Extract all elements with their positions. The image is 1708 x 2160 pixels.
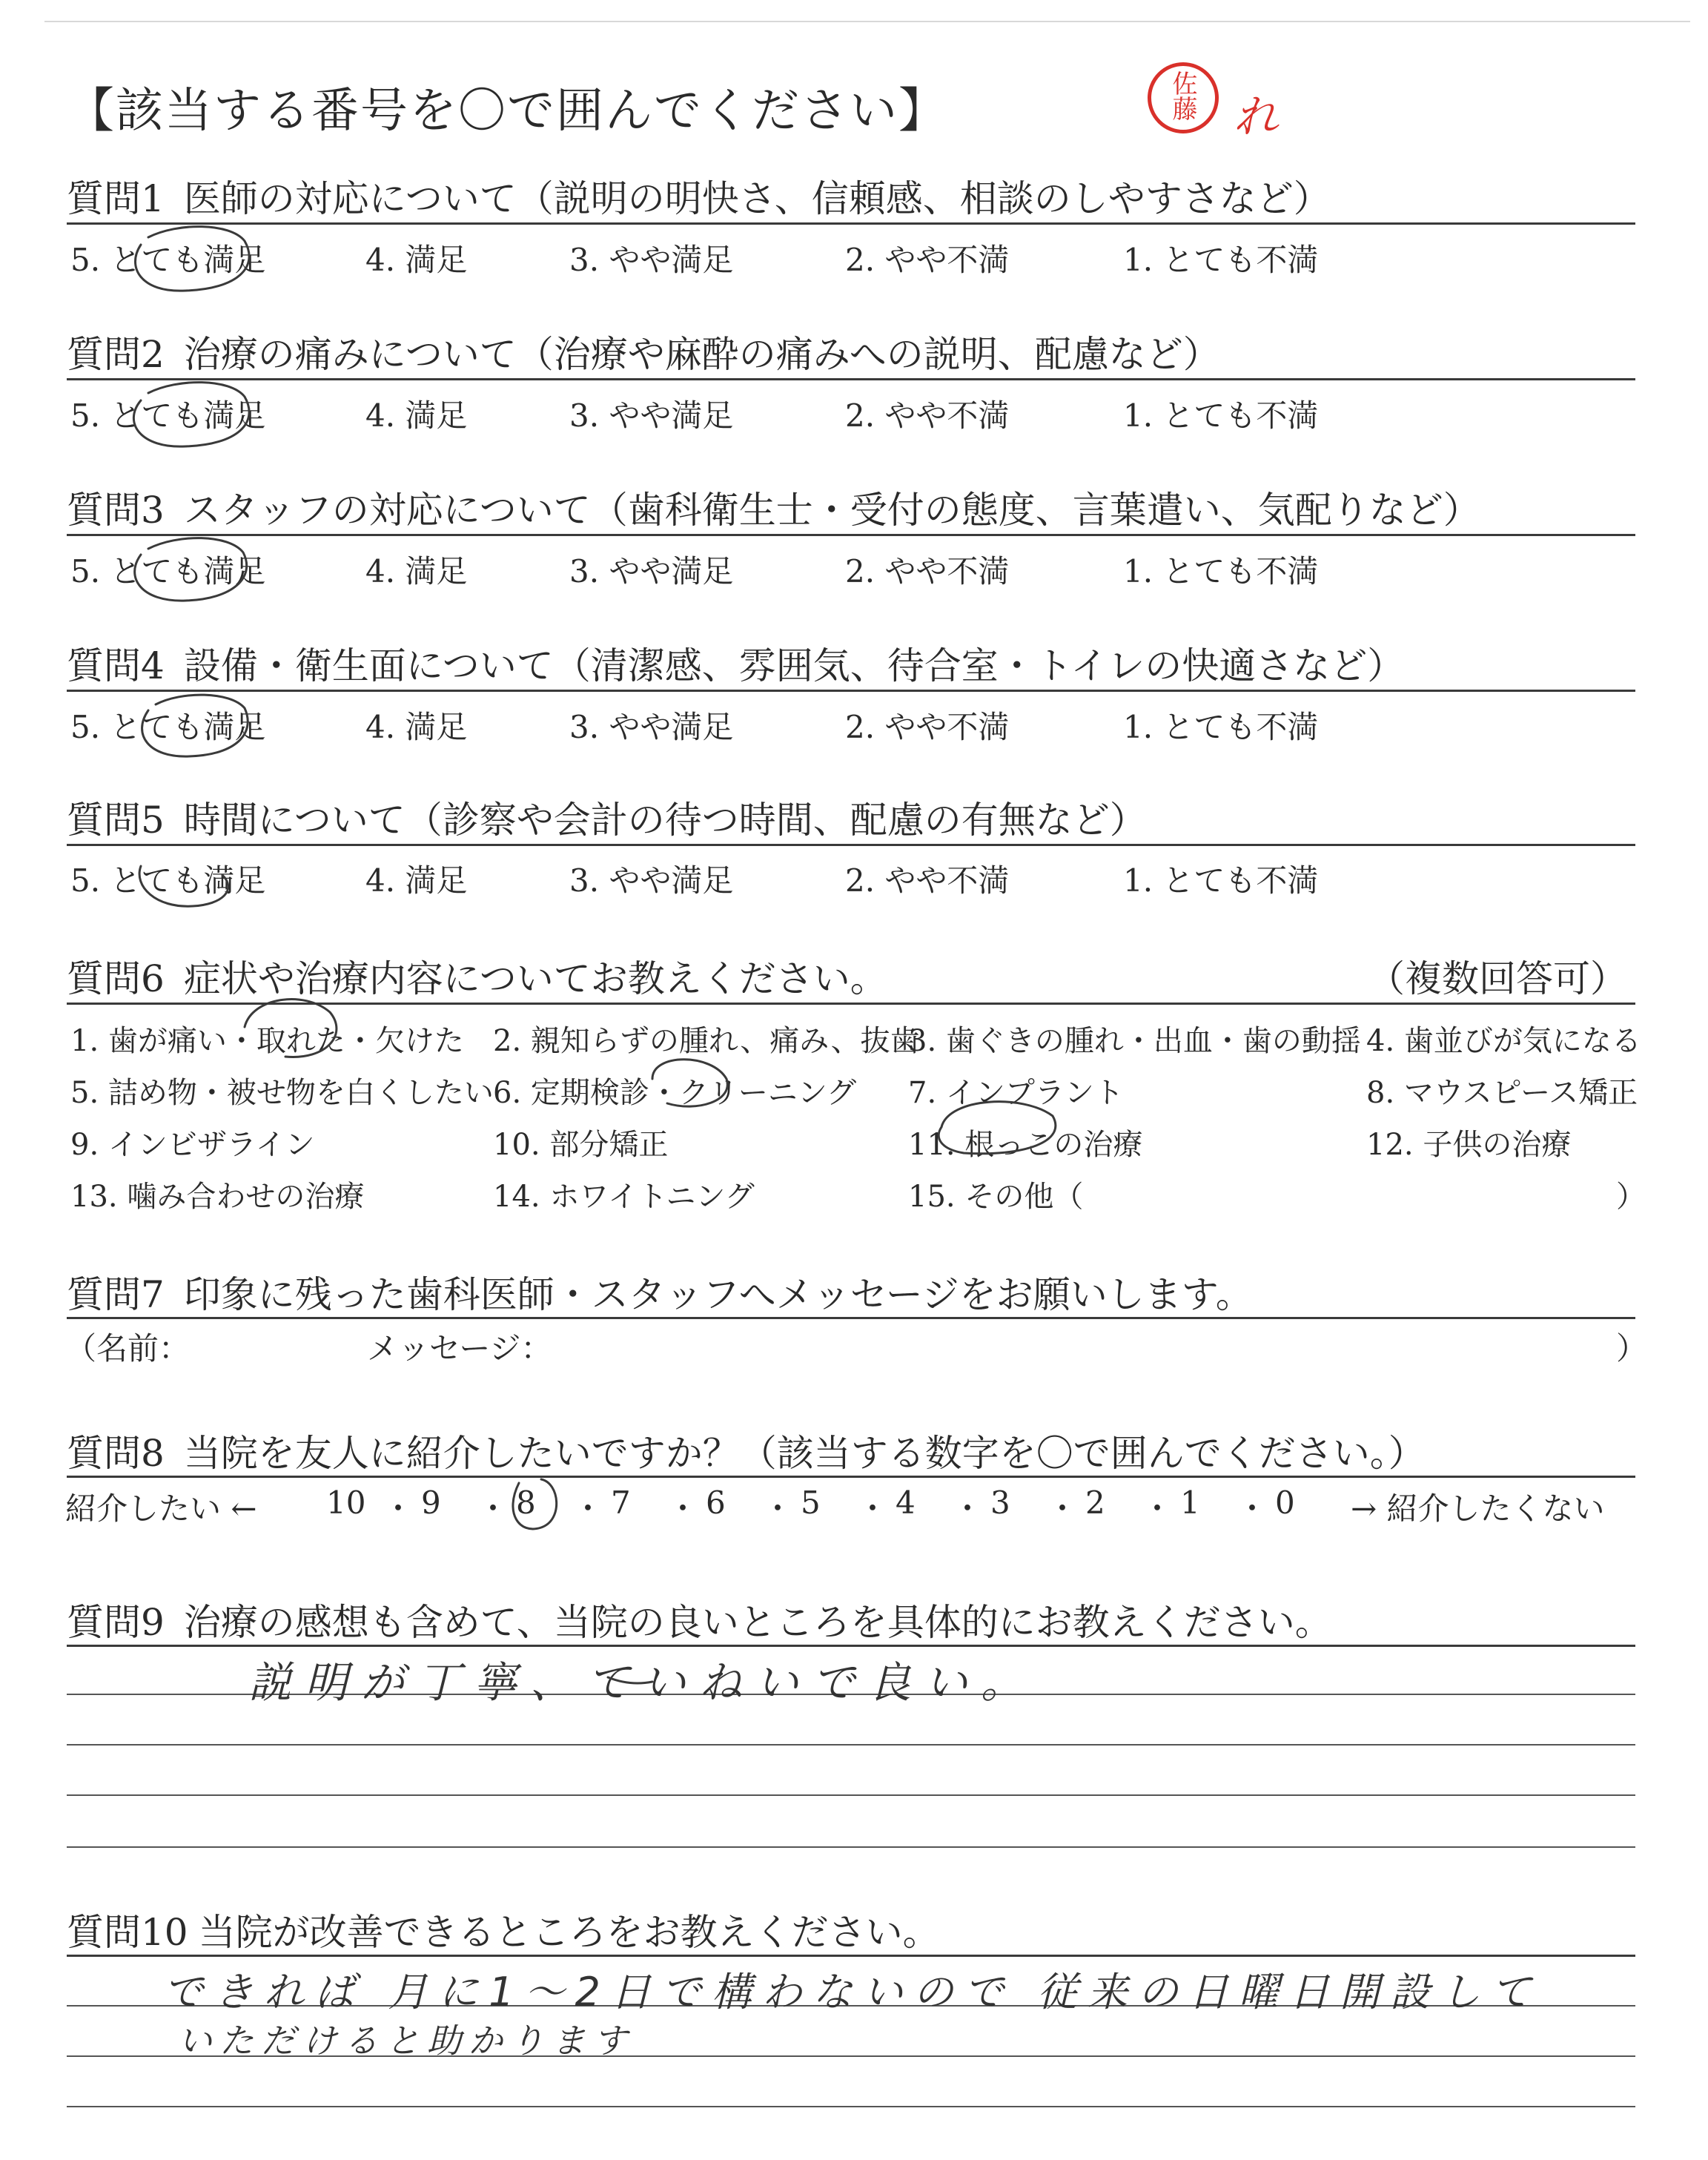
q8-scale-separator: ・ [952, 1490, 984, 1527]
q6-option-11[interactable]: 11. 根っこの治療 [908, 1128, 1143, 1162]
q5-option-3[interactable]: 3. やや満足 [569, 862, 734, 899]
q3-option-4[interactable]: 4. 満足 [365, 553, 468, 589]
question-9: 質問9 治療の感想も含めて、当院の良いところを具体的にお教えください。 [67, 1601, 1332, 1644]
q8-scale-separator: ・ [383, 1490, 414, 1527]
q3-option-3[interactable]: 3. やや満足 [569, 553, 734, 589]
question-3-rule [67, 534, 1635, 536]
q5-option-2[interactable]: 2. やや不満 [845, 862, 1010, 899]
q1-option-1[interactable]: 1. とても不満 [1123, 242, 1319, 278]
q6-option-12[interactable]: 12. 子供の治療 [1366, 1128, 1572, 1162]
q4-option-1[interactable]: 1. とても不満 [1123, 709, 1319, 745]
q6-option-7[interactable]: 7. インプラント [908, 1076, 1124, 1110]
q9-line-4 [67, 1846, 1635, 1848]
q1-option-4[interactable]: 4. 満足 [365, 242, 468, 278]
q8-scale-6[interactable]: 6 [706, 1484, 726, 1521]
q1-option-5[interactable]: 5. とても満足 [70, 242, 266, 278]
q6-option-1[interactable]: 1. 歯が痛い・取れた・欠けた [70, 1024, 464, 1058]
q5-option-5[interactable]: 5. とても満足 [70, 862, 266, 899]
q6-option-8[interactable]: 8. マウスピース矯正 [1366, 1076, 1638, 1110]
question-1: 質問1 医師の対応について（説明の明快さ、信頼感、相談のしやすさなど） [67, 177, 1331, 220]
question-3: 質問3 スタッフの対応について（歯科衛生士・受付の態度、言葉遣い、気配りなど） [67, 489, 1480, 532]
q5-option-4[interactable]: 4. 満足 [365, 862, 468, 899]
question-10: 質問10 当院が改善できるところをお教えください。 [67, 1911, 940, 1954]
q6-option-4[interactable]: 4. 歯並びが気になる [1366, 1024, 1641, 1058]
q2-option-1[interactable]: 1. とても不満 [1123, 397, 1319, 434]
q6-option-3[interactable]: 3. 歯ぐきの腫れ・出血・歯の動揺 [908, 1024, 1361, 1058]
question-6-rule [67, 1003, 1635, 1005]
question-5-rule [67, 844, 1635, 846]
q8-scale-separator: ・ [667, 1490, 699, 1527]
q6-option-13[interactable]: 13. 噛み合わせの治療 [70, 1180, 365, 1214]
page-title: 【該当する番号を〇で囲んでください】 [67, 84, 947, 139]
question-9-rule [67, 1645, 1635, 1647]
q7-close: ） [1616, 1330, 1648, 1367]
q6-option-15[interactable]: 15. その他（ [908, 1180, 1084, 1214]
q9-line-2 [67, 1744, 1635, 1745]
q7-name-label: （名前： [65, 1330, 191, 1367]
q8-scale-8[interactable]: 8 [516, 1484, 536, 1521]
q3-option-2[interactable]: 2. やや不満 [845, 553, 1010, 589]
q8-scale-7[interactable]: 7 [611, 1484, 631, 1521]
q8-scale-0[interactable]: 0 [1275, 1484, 1295, 1521]
q8-scale-separator: ・ [857, 1490, 889, 1527]
q6-option-9[interactable]: 9. インビザライン [70, 1128, 315, 1162]
q4-option-2[interactable]: 2. やや不満 [845, 709, 1010, 745]
q8-scale-separator: ・ [762, 1490, 794, 1527]
q8-scale-5[interactable]: 5 [801, 1484, 821, 1521]
q9-line-3 [67, 1794, 1635, 1796]
q10-answer-line-1: できれば 月に1〜2日で構わないので 従来の日曜日開設して [163, 1969, 1542, 2015]
q10-answer-line-2: いただけると助かります [178, 2021, 635, 2061]
q8-scale-separator: ・ [477, 1490, 509, 1527]
q6-option-14[interactable]: 14. ホワイトニング [493, 1180, 755, 1214]
q8-scale-10[interactable]: 10 [326, 1484, 366, 1521]
question-8-rule [67, 1476, 1635, 1478]
q8-scale-3[interactable]: 3 [990, 1484, 1010, 1521]
q8-scale-4[interactable]: 4 [896, 1484, 916, 1521]
question-2: 質問2 治療の痛みについて（治療や麻酔の痛みへの説明、配慮など） [67, 333, 1220, 376]
name-stamp [1148, 62, 1219, 133]
q8-scale-separator: ・ [1237, 1490, 1268, 1527]
q4-option-5[interactable]: 5. とても満足 [70, 709, 266, 745]
question-8: 質問8 当院を友人に紹介したいですか？（該当する数字を〇で囲んでください。） [67, 1432, 1426, 1475]
q2-option-3[interactable]: 3. やや満足 [569, 397, 734, 434]
question-4-rule [67, 690, 1635, 692]
q2-option-5[interactable]: 5. とても満足 [70, 397, 266, 434]
q3-option-1[interactable]: 1. とても不満 [1123, 553, 1319, 589]
stamp-text: 佐藤 [1168, 70, 1197, 121]
q2-option-4[interactable]: 4. 満足 [365, 397, 468, 434]
q1-option-3[interactable]: 3. やや満足 [569, 242, 734, 278]
q9-answer: 説明が丁寧、ていねいで良い。 [248, 1657, 1038, 1708]
question-2-rule [67, 378, 1635, 380]
q8-left-label: 紹介したい ← [65, 1490, 257, 1527]
question-5: 質問5 時間について（診察や会計の待つ時間、配慮の有無など） [67, 799, 1147, 842]
q7-message-label: メッセージ： [367, 1330, 552, 1367]
q8-scale-1[interactable]: 1 [1180, 1484, 1200, 1521]
q6-option-6[interactable]: 6. 定期検診・クリーニング [493, 1076, 857, 1110]
question-7-rule [67, 1317, 1635, 1319]
q1-option-2[interactable]: 2. やや不満 [845, 242, 1010, 278]
q6-option-5[interactable]: 5. 詰め物・被せ物を白くしたい [70, 1076, 494, 1110]
q5-option-1[interactable]: 1. とても不満 [1123, 862, 1319, 899]
question-4: 質問4 設備・衛生面について（清潔感、雰囲気、待合室・トイレの快適さなど） [67, 644, 1405, 687]
stamp-initials: れ [1234, 91, 1278, 143]
q8-scale-2[interactable]: 2 [1085, 1484, 1105, 1521]
top-border [44, 21, 1690, 22]
q6-option-10[interactable]: 10. 部分矯正 [493, 1128, 669, 1162]
question-10-rule [67, 1955, 1635, 1957]
q3-option-5[interactable]: 5. とても満足 [70, 553, 266, 589]
q8-scale-9[interactable]: 9 [421, 1484, 441, 1521]
q8-scale-separator: ・ [572, 1490, 604, 1527]
q8-scale-separator: ・ [1142, 1490, 1174, 1527]
question-7: 質問7 印象に残った歯科医師・スタッフへメッセージをお願いします。 [67, 1273, 1253, 1316]
q10-line-3 [67, 2106, 1635, 2107]
q8-right-label: → 紹介したくない [1351, 1490, 1605, 1527]
q4-option-4[interactable]: 4. 満足 [365, 709, 468, 745]
q6-option-15-close: ） [1616, 1180, 1646, 1214]
q4-option-3[interactable]: 3. やや満足 [569, 709, 734, 745]
q2-option-2[interactable]: 2. やや不満 [845, 397, 1010, 434]
question-1-rule [67, 222, 1635, 225]
question-6-note: （複数回答可） [1368, 957, 1627, 1000]
q6-option-2[interactable]: 2. 親知らずの腫れ、痛み、抜歯 [493, 1024, 920, 1058]
q8-scale-separator: ・ [1047, 1490, 1079, 1527]
question-6: 質問6 症状や治療内容についてお教えください。 [67, 957, 887, 1000]
